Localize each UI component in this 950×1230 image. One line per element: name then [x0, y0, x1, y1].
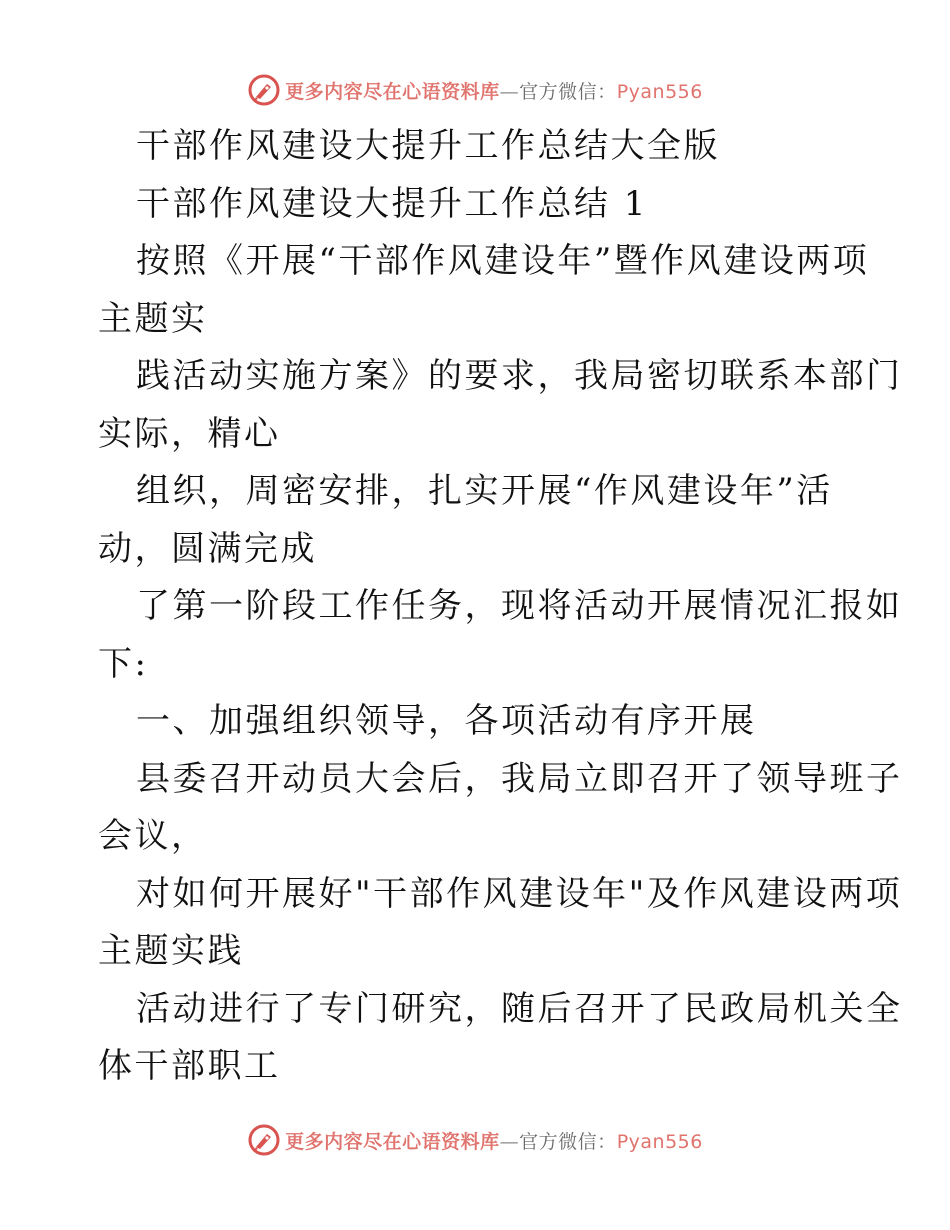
watermark-text: 更多内容尽在心语资料库—官方微信：Pyan556 [285, 1130, 703, 1153]
paragraph-line: 下: [98, 643, 149, 684]
paragraph-line: 对如何开展好"干部作风建设年"及作风建设两项 [136, 873, 903, 914]
paragraph-line: 主题实 [98, 298, 208, 339]
watermark-text: 更多内容尽在心语资料库—官方微信：Pyan556 [285, 80, 703, 103]
pen-nib-icon [247, 1123, 281, 1157]
paragraph-line: 实际，精心 [98, 413, 281, 454]
document-body [98, 118, 903, 1096]
paragraph-line: 了第一阶段工作任务，现将活动开展情况汇报如 [136, 586, 903, 626]
paragraph-line: 活动进行了专门研究，随后召开了民政局机关全 [136, 988, 903, 1029]
paragraph-line: 践活动实施方案》的要求，我局密切联系本部门 [136, 356, 903, 396]
paragraph-line: 会议， [98, 816, 208, 856]
paragraph-line: 动，圆满完成 [98, 528, 317, 569]
paragraph-line: 县委召开动员大会后，我局立即召开了领导班子 [136, 758, 903, 799]
paragraph-line: 按照《开展“干部作风建设年”暨作风建设两项 [136, 241, 870, 281]
pen-nib-icon [247, 73, 281, 107]
document-title: 干部作风建设大提升工作总结大全版 [136, 126, 720, 166]
footer-watermark [0, 1120, 950, 1160]
section-title: 干部作风建设大提升工作总结 1 [136, 183, 648, 224]
paragraph-line: 体干部职工 [98, 1046, 281, 1086]
paragraph-line: 组织，周密安排，扎实开展“作风建设年”活 [136, 471, 833, 511]
header-watermark [0, 70, 950, 110]
section-heading: 一、加强组织领导，各项活动有序开展 [136, 701, 757, 741]
paragraph-line: 主题实践 [98, 931, 244, 971]
